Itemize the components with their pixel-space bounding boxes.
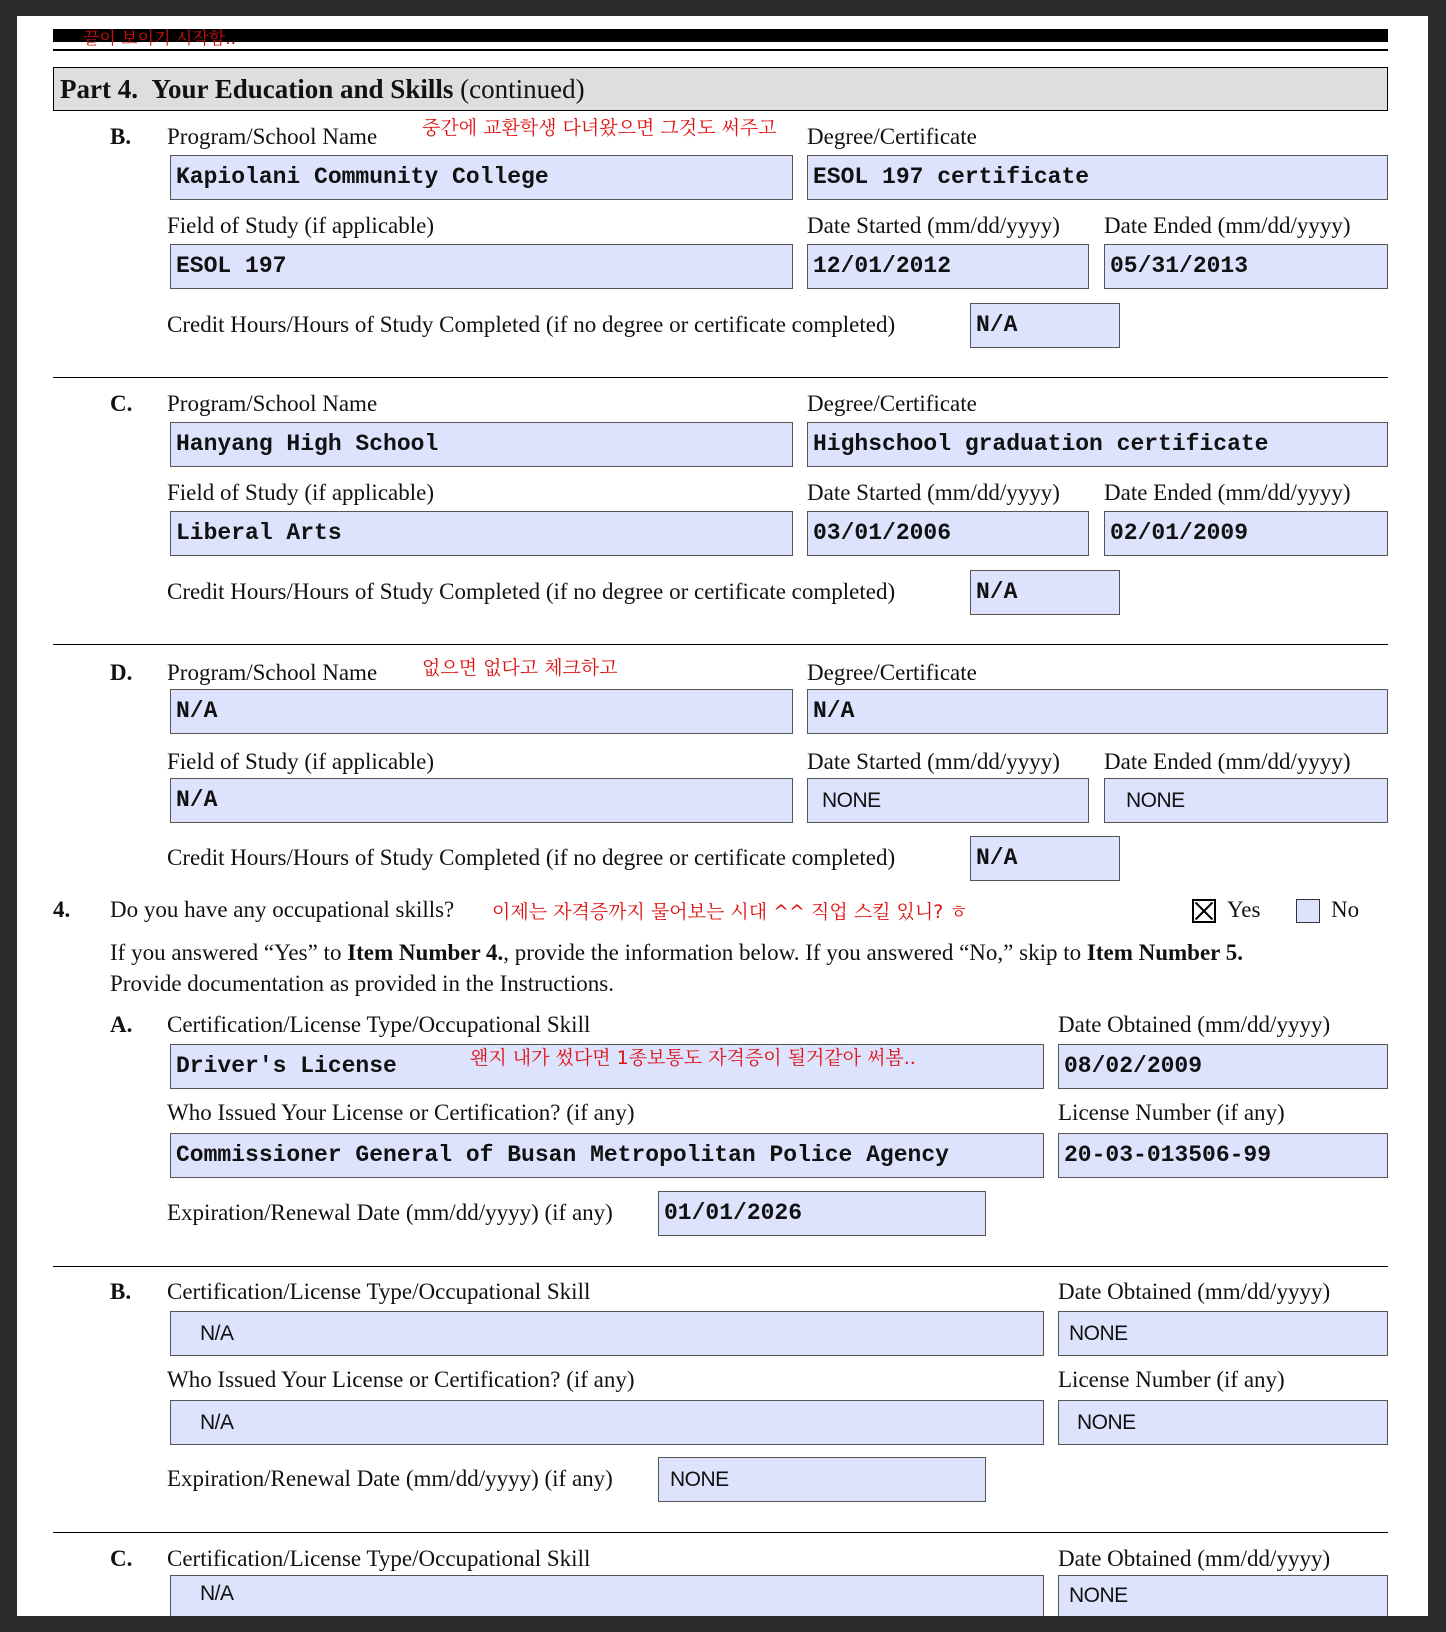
part-number: Part 4. xyxy=(60,74,138,104)
top-black-bar xyxy=(53,29,1388,42)
skill-c-type-field[interactable]: N/A xyxy=(170,1575,1044,1616)
no-label: No xyxy=(1331,897,1360,922)
edu-d-end-label: Date Ended (mm/dd/yyyy) xyxy=(1104,749,1351,774)
skill-a-expiration-field[interactable]: 01/01/2026 xyxy=(658,1191,986,1236)
top-rule xyxy=(53,49,1388,51)
skill-b-obtained-label: Date Obtained (mm/dd/yyyy) xyxy=(1058,1279,1331,1304)
edu-d-credit-field[interactable]: N/A xyxy=(970,836,1120,881)
edu-b-credit-field[interactable]: N/A xyxy=(970,303,1120,348)
edu-d-credit-label: Credit Hours/Hours of Study Completed (if no degree or certificate completed) xyxy=(167,845,896,870)
yes-label: Yes xyxy=(1227,897,1261,922)
edu-d-program-field[interactable]: N/A xyxy=(170,689,793,734)
edu-d-degree-field[interactable]: N/A xyxy=(807,689,1388,734)
annotation-none-check: 없으면 없다고 체크하고 xyxy=(422,657,618,679)
edu-b-letter: B. xyxy=(110,124,132,149)
skill-a-obtained-label: Date Obtained (mm/dd/yyyy) xyxy=(1058,1012,1331,1037)
instr-item-5: Item Number 5. xyxy=(1086,940,1243,965)
skill-a-type-field[interactable]: Driver's License xyxy=(170,1044,1044,1089)
edu-d-field-field[interactable]: N/A xyxy=(170,778,793,823)
skill-b-type-field[interactable]: N/A xyxy=(170,1311,1044,1356)
edu-c-end-field[interactable]: 02/01/2009 xyxy=(1104,511,1388,556)
skill-a-issuer-field[interactable]: Commissioner General of Busan Metropolitan Police Agency xyxy=(170,1133,1044,1178)
edu-d-program-label: Program/School Name xyxy=(167,660,378,685)
edu-b-credit-label: Credit Hours/Hours of Study Completed (if no degree or certificate completed) xyxy=(167,312,896,337)
edu-d-field-label: Field of Study (if applicable) xyxy=(167,749,434,774)
skill-c-obtained-label: Date Obtained (mm/dd/yyyy) xyxy=(1058,1546,1331,1571)
instructions-line-1 xyxy=(110,938,1390,968)
annotation-skills: 이제는 자격증까지 물어보는 시대 ^^ 직업 스킬 있니? ㅎ xyxy=(492,901,968,923)
edu-b-field-label: Field of Study (if applicable) xyxy=(167,213,434,238)
skill-c-obtained-field[interactable]: NONE xyxy=(1058,1575,1388,1616)
edu-b-end-field[interactable]: 05/31/2013 xyxy=(1104,244,1388,289)
edu-d-letter: D. xyxy=(110,660,133,685)
edu-c-credit-field[interactable]: N/A xyxy=(970,570,1120,615)
skill-b-letter: B. xyxy=(110,1279,132,1304)
part-header xyxy=(53,67,1388,111)
edu-b-program-field[interactable]: Kapiolani Community College xyxy=(170,155,793,200)
edu-b-degree-field[interactable]: ESOL 197 certificate xyxy=(807,155,1388,200)
skill-a-letter: A. xyxy=(110,1012,133,1037)
edu-c-field-label: Field of Study (if applicable) xyxy=(167,480,434,505)
skill-a-obtained-field[interactable]: 08/02/2009 xyxy=(1058,1044,1388,1089)
skill-b-license-field[interactable]: NONE xyxy=(1058,1400,1388,1445)
yes-checkbox[interactable] xyxy=(1192,899,1216,923)
no-checkbox[interactable] xyxy=(1296,899,1320,923)
divider xyxy=(53,1532,1388,1533)
skill-b-expiration-field[interactable]: NONE xyxy=(658,1457,986,1502)
divider xyxy=(53,644,1388,645)
skill-a-license-label: License Number (if any) xyxy=(1058,1100,1285,1125)
skill-a-expiration-label: Expiration/Renewal Date (mm/dd/yyyy) (if any) xyxy=(167,1200,613,1225)
annotation-top: 끝이 보이기 시작함.. xyxy=(83,29,236,49)
annotation-exchange: 중간에 교환학생 다녀왔으면 그것도 써주고 xyxy=(422,117,777,139)
skill-a-type-label: Certification/License Type/Occupational Skill xyxy=(167,1012,591,1037)
skill-b-obtained-field[interactable]: NONE xyxy=(1058,1311,1388,1356)
instructions-line-2: Provide documentation as provided in the Instructions. xyxy=(110,971,614,996)
skill-b-type-label: Certification/License Type/Occupational Skill xyxy=(167,1279,591,1304)
edu-c-field-field[interactable]: Liberal Arts xyxy=(170,511,793,556)
divider xyxy=(53,377,1388,378)
annotation-license: 왠지 내가 썼다면 1종보통도 자격증이 될거같아 써봄.. xyxy=(470,1047,916,1069)
edu-b-start-label: Date Started (mm/dd/yyyy) xyxy=(807,213,1060,238)
instr-part-1: If you answered “Yes” to xyxy=(110,940,342,965)
form-page xyxy=(17,16,1428,1616)
edu-d-end-field[interactable]: NONE xyxy=(1104,778,1388,823)
edu-b-program-label: Program/School Name xyxy=(167,124,378,149)
question-4-text: Do you have any occupational skills? xyxy=(110,897,455,922)
edu-c-start-field[interactable]: 03/01/2006 xyxy=(807,511,1089,556)
edu-b-degree-label: Degree/Certificate xyxy=(807,124,977,149)
edu-c-credit-label: Credit Hours/Hours of Study Completed (if no degree or certificate completed) xyxy=(167,579,896,604)
edu-c-letter: C. xyxy=(110,391,133,416)
skill-c-letter: C. xyxy=(110,1546,133,1571)
edu-c-program-label: Program/School Name xyxy=(167,391,378,416)
edu-c-degree-label: Degree/Certificate xyxy=(807,391,977,416)
part-suffix: (continued) xyxy=(460,74,585,104)
edu-b-field-field[interactable]: ESOL 197 xyxy=(170,244,793,289)
skill-a-license-field[interactable]: 20-03-013506-99 xyxy=(1058,1133,1388,1178)
divider xyxy=(53,1266,1388,1267)
edu-c-start-label: Date Started (mm/dd/yyyy) xyxy=(807,480,1060,505)
skill-b-issuer-field[interactable]: N/A xyxy=(170,1400,1044,1445)
skill-a-issuer-label: Who Issued Your License or Certification? (if any) xyxy=(167,1100,635,1125)
edu-d-start-label: Date Started (mm/dd/yyyy) xyxy=(807,749,1060,774)
edu-d-degree-label: Degree/Certificate xyxy=(807,660,977,685)
instr-item-4: Item Number 4. xyxy=(347,940,504,965)
edu-d-start-field[interactable]: NONE xyxy=(807,778,1089,823)
instr-part-2: , provide the information below. If you answered “No,” skip to xyxy=(503,940,1082,965)
edu-c-program-field[interactable]: Hanyang High School xyxy=(170,422,793,467)
skill-b-license-label: License Number (if any) xyxy=(1058,1367,1285,1392)
skill-b-expiration-label: Expiration/Renewal Date (mm/dd/yyyy) (if any) xyxy=(167,1466,613,1491)
edu-c-end-label: Date Ended (mm/dd/yyyy) xyxy=(1104,480,1351,505)
edu-b-start-field[interactable]: 12/01/2012 xyxy=(807,244,1089,289)
edu-b-end-label: Date Ended (mm/dd/yyyy) xyxy=(1104,213,1351,238)
part-title: Your Education and Skills xyxy=(151,74,454,104)
skill-b-issuer-label: Who Issued Your License or Certification? (if any) xyxy=(167,1367,635,1392)
skill-c-type-label: Certification/License Type/Occupational Skill xyxy=(167,1546,591,1571)
edu-c-degree-field[interactable]: Highschool graduation certificate xyxy=(807,422,1388,467)
question-4-number: 4. xyxy=(53,897,71,922)
